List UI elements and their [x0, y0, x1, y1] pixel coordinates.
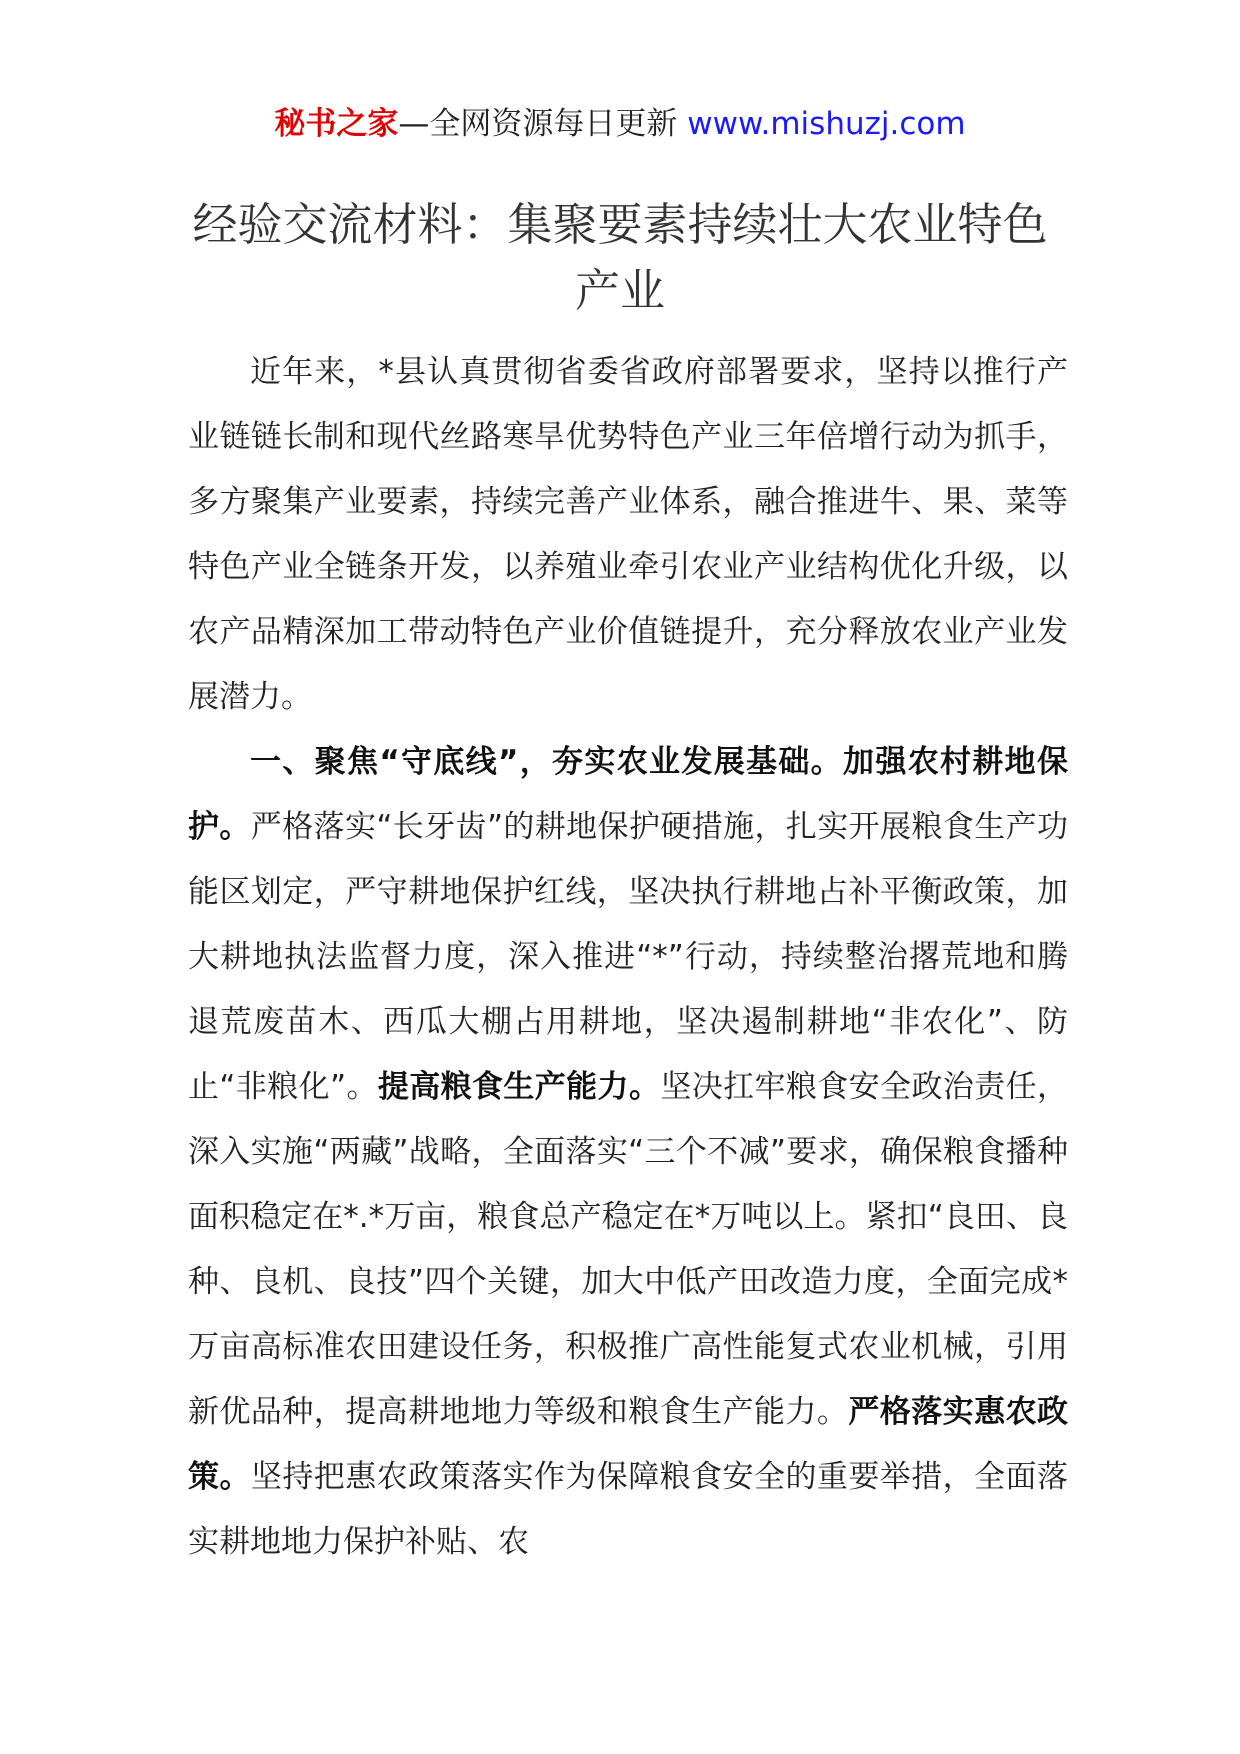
intro-paragraph: 近年来，*县认真贯彻省委省政府部署要求，坚持以推行产业链链长制和现代丝路寒旱优势特色产业三年倍增行动为抓手，多方聚集产业要素，持续完善产业体系，融合推进牛、果、菜等特色产业全链条开发，以养殖业牵引农业产业结构优化升级，以农产品精深加工带动特色产业价值链提升，充分释放农业产业发展潜力。 [188, 354, 1068, 715]
section-1-paragraph [188, 730, 1068, 1575]
site-url[interactable]: www.mishuzj.com [687, 106, 966, 142]
section-1-heading: 一、聚焦“守底线”，夯实农业发展基础。 [250, 744, 844, 780]
section-1-sub3-text: 坚持把惠农政策落实作为保障粮食安全的重要举措，全面落实耕地地力保护补贴、农 [188, 1459, 1068, 1560]
document-body [188, 340, 1068, 1575]
site-header [0, 102, 1240, 146]
section-1-sub2-text: 坚决扛牢粮食安全政治责任，深入实施“两藏”战略，全面落实“三个不减”要求，确保粮食播种面积稳定在*.*万亩，粮食总产稳定在*万吨以上。紧扣“良田、良种、良机、良技”四个关键，加大中低产田改造力度，全面完成*万亩高标准农田建设任务，积极推广高性能复式农业机械，引用新优品种，提高耕地地力等级和粮食生产能力。 [188, 1069, 1069, 1430]
site-brand: 秘书之家 [274, 106, 399, 142]
section-1-sub3-title: 严格落实惠农政策。 [188, 1394, 1069, 1495]
document-title: 经验交流材料：集聚要素持续壮大农业特色产业 [192, 198, 1048, 317]
site-tagline: —全网资源每日更新 [398, 106, 688, 142]
section-1-sub2-title: 提高粮食生产能力。 [377, 1069, 661, 1105]
section-1-sub1-title: 加强农村耕地保护。 [188, 744, 1069, 845]
section-1-sub1-text: 严格落实“长牙齿”的耕地保护硬措施，扎实开展粮食生产功能区划定，严守耕地保护红线，坚决执行耕地占补平衡政策，加大耕地执法监督力度，深入推进“*”行动，持续整治撂荒地和腾退荒废苗木、西瓜大棚占用耕地，坚决遏制耕地“非农化”、防止“非粮化”。 [188, 809, 1068, 1105]
